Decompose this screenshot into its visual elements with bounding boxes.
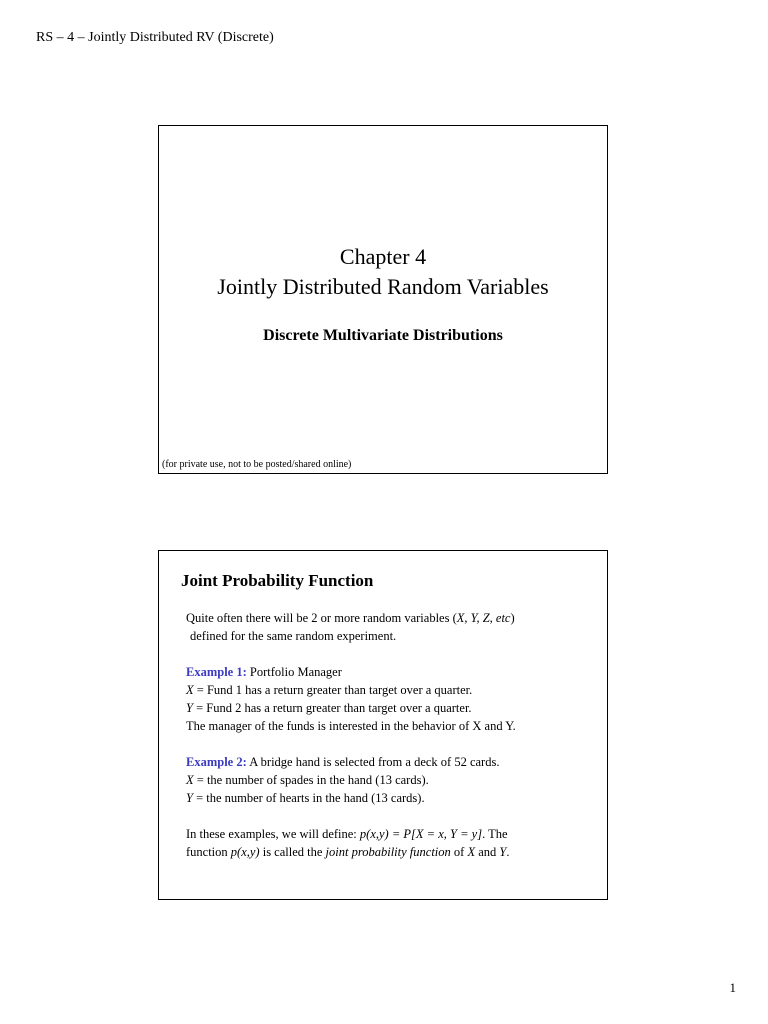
intro-line-1 bbox=[186, 609, 595, 627]
pxy-symbol: p(x,y) bbox=[230, 845, 260, 859]
slide-title bbox=[158, 125, 608, 474]
page-header: RS – 4 – Jointly Distributed RV (Discrete) bbox=[36, 30, 274, 45]
joint-pmf-formula: p(x,y) = P[X = x, Y = y] bbox=[359, 827, 483, 841]
example2-y-text: = the number of hearts in the hand (13 cards). bbox=[192, 791, 425, 805]
chapter-title: Jointly Distributed Random Variables bbox=[217, 274, 549, 299]
definition-text-end: . The bbox=[482, 827, 508, 841]
var-y: Y bbox=[499, 845, 507, 859]
example1-closing: The manager of the funds is interested in the behavior of X and Y. bbox=[186, 719, 516, 733]
example2-x-text: = the number of spades in the hand (13 cards). bbox=[193, 773, 429, 787]
definition-called-text: is called the bbox=[259, 845, 326, 859]
intro-text: Quite often there will be 2 or more random variables ( bbox=[186, 611, 457, 625]
example1-x-text: = Fund 1 has a return greater than target over a quarter. bbox=[193, 683, 473, 697]
slide-joint-probability bbox=[158, 550, 608, 900]
example1-title: Portfolio Manager bbox=[246, 665, 342, 679]
example2-title: A bridge hand is selected from a deck of 52 cards. bbox=[246, 755, 500, 769]
definition-line-2 bbox=[186, 843, 595, 861]
var-y: Y bbox=[186, 701, 193, 715]
slide-heading: Joint Probability Function bbox=[181, 571, 374, 590]
definition-text: In these examples, we will define: bbox=[186, 827, 360, 841]
example1-x bbox=[186, 681, 595, 699]
definition-line-1 bbox=[186, 825, 595, 843]
example2-x bbox=[186, 771, 595, 789]
example2-y bbox=[186, 789, 595, 807]
definition-and-text: and bbox=[475, 845, 500, 859]
example2-label: Example 2: bbox=[186, 755, 247, 769]
example1-y bbox=[186, 699, 595, 717]
joint-probability-term: joint probability function bbox=[325, 845, 451, 859]
example2-heading bbox=[186, 753, 595, 771]
var-x: X bbox=[186, 773, 194, 787]
example1-y-text: = Fund 2 has a return greater than target over a quarter. bbox=[192, 701, 472, 715]
private-use-note: (for private use, not to be posted/shared online) bbox=[162, 459, 352, 470]
intro-vars: X, Y, Z, etc bbox=[456, 611, 511, 625]
definition-period: . bbox=[506, 845, 510, 859]
var-y: Y bbox=[186, 791, 193, 805]
intro-text-end: ) bbox=[510, 611, 515, 625]
var-x: X bbox=[186, 683, 194, 697]
chapter-subtitle: Discrete Multivariate Distributions bbox=[263, 327, 503, 344]
example1-label: Example 1: bbox=[186, 665, 247, 679]
chapter-label: Chapter 4 bbox=[339, 244, 427, 269]
slide-body bbox=[186, 609, 595, 861]
definition-fn-text: function bbox=[186, 845, 231, 859]
definition-of-text: of bbox=[450, 845, 468, 859]
intro-line-2: defined for the same random experiment. bbox=[190, 629, 397, 643]
var-x: X bbox=[467, 845, 476, 859]
page-number: 1 bbox=[729, 980, 736, 995]
example1-heading bbox=[186, 663, 595, 681]
